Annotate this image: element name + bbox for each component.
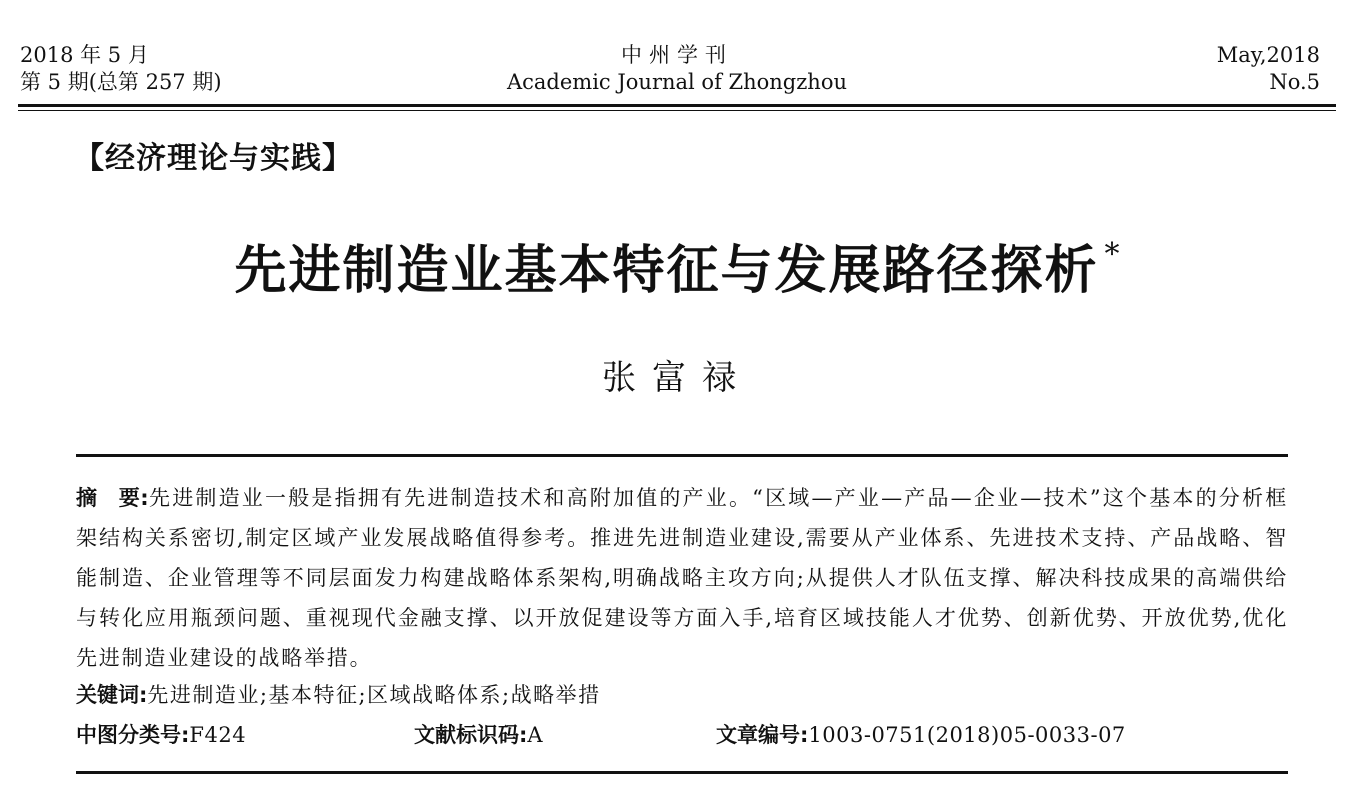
abstract-text: 先进制造业一般是指拥有先进制造技术和高附加值的产业。“区域—产业—产品—企业—技术”这个基本的分析框架结构关系密切,制定区域产业发展战略值得参考。推进先进制造业建设,需要从产业体系、先进技术支持、产品战略、智能制造、企业管理等不同层面发力构建战略体系架构,明确战略主攻方向;从提供人才队伍支撑、解决科技成果的高端供给与转化应用瓶颈问题、重视现代金融支撑、以开放促建设等方面入手,培育区域技能人才优势、创新优势、开放优势,优化先进制造业建设的战略举措。 bbox=[76, 486, 1288, 670]
doc-code-label: 文献标识码: bbox=[414, 723, 528, 747]
issue-date-en-block bbox=[1217, 42, 1320, 96]
issue-number: 第 5 期(总第 257 期) bbox=[20, 70, 222, 94]
article-number-value: 1003-0751(2018)05-0033-07 bbox=[808, 723, 1126, 747]
column-label: 【经济理论与实践】 bbox=[74, 141, 353, 176]
header-rule-thick bbox=[18, 104, 1336, 107]
keywords-label: 关键词: bbox=[76, 683, 148, 707]
keywords-text: 先进制造业;基本特征;区域战略体系;战略举措 bbox=[147, 683, 601, 707]
doc-code-value: A bbox=[527, 723, 544, 747]
issue-date: 2018 年 5 月 bbox=[20, 43, 149, 67]
journal-name-en: Academic Journal of Zhongzhou bbox=[506, 70, 848, 94]
classification-block bbox=[76, 718, 246, 752]
title-footnote-mark: * bbox=[1104, 237, 1120, 272]
author-name: 张富禄 bbox=[602, 358, 752, 398]
keywords-line bbox=[76, 678, 601, 712]
abstract-rule-bottom bbox=[76, 771, 1288, 774]
classification-value: F424 bbox=[189, 723, 247, 747]
abstract-rule-top bbox=[76, 454, 1288, 457]
article-title: 先进制造业基本特征与发展路径探析 bbox=[234, 241, 1099, 301]
issue-date-en: May,2018 bbox=[1216, 43, 1320, 67]
doc-code-block bbox=[414, 718, 543, 752]
issue-number-en: No.5 bbox=[1269, 70, 1320, 94]
classification-label: 中图分类号: bbox=[76, 723, 190, 747]
article-number-block bbox=[716, 718, 1126, 752]
article-title-block bbox=[0, 228, 1354, 303]
abstract-block bbox=[76, 478, 1288, 678]
article-number-label: 文章编号: bbox=[716, 723, 809, 747]
abstract-label: 摘 要: bbox=[76, 486, 149, 510]
header-rule-thin bbox=[18, 110, 1336, 111]
journal-name-block bbox=[0, 42, 1354, 96]
journal-name-cn: 中州学刊 bbox=[621, 43, 733, 67]
